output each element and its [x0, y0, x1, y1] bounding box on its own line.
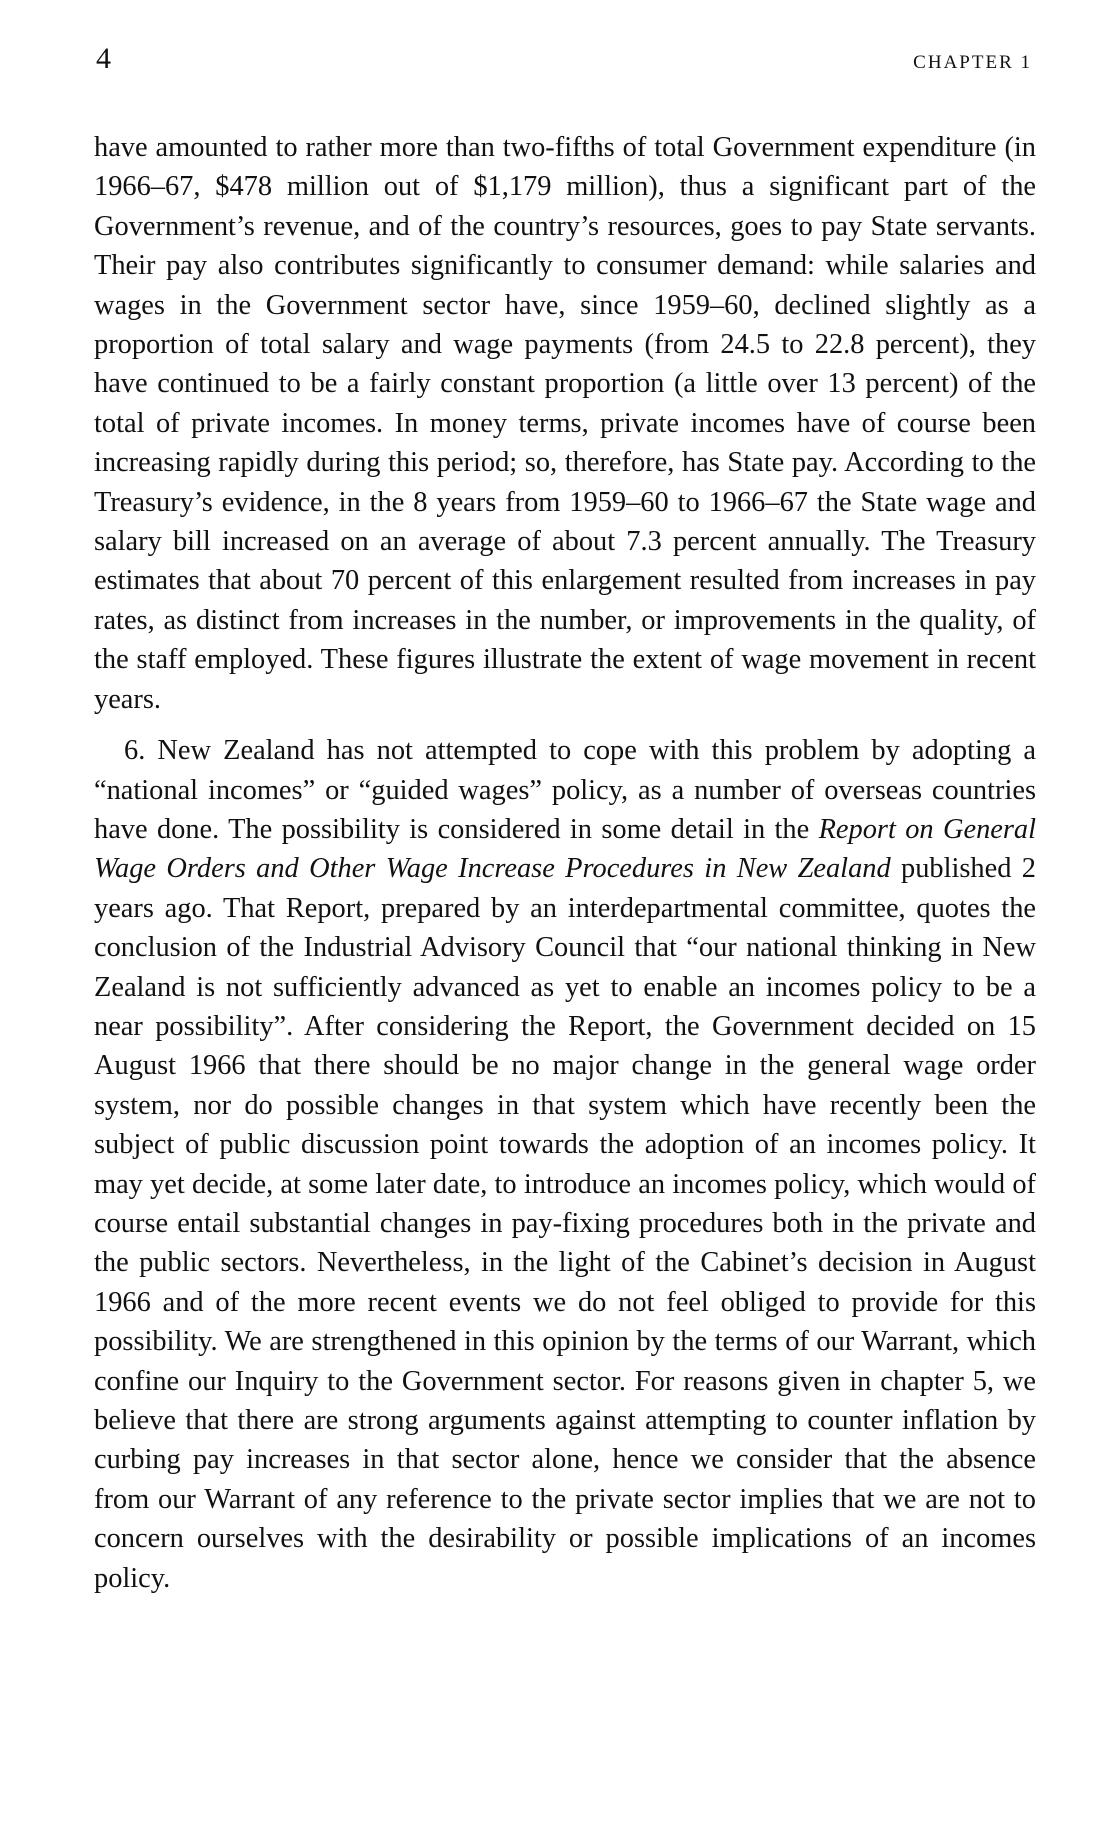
chapter-label: CHAPTER 1 [913, 52, 1032, 73]
page-number: 4 [96, 42, 111, 75]
document-page [94, 44, 1036, 1598]
running-header [94, 44, 1036, 84]
paragraph-6-text-before-title: 6. New Zealand has not attempted to cope with this problem by adopting a “national incomes” or “guided wages” policy, as a number of overseas countries have done. The possibility is considered in some detail in the [94, 735, 1036, 845]
report-title: Report on General Wage Orders and Other Wage Increase Procedures in New Zealand [94, 813, 1036, 885]
paragraph-6-text-after-title: published 2 years ago. That Report, prepared by an interdepartmental committee, quotes the conclusion of the Industrial Advisory Council that “our national thinking in New Zealand is not sufficiently advanced as yet to enable an incomes policy to be a near possibility”. After considering the Report, the Government decided on 15 August 1966 that there should be no major change in the general wage order system, nor do possible changes in that system which have recently been the subject of public discussion point towards the adoption of an incomes policy. It may yet decide, at some later date, to introduce an incomes policy, which would of course entail substantial changes in pay-fixing procedures both in the private and the public sectors. Nevertheless, in the light of the Cabinet’s decision in August 1966 and of the more recent events we do not feel obliged to provide for this possibility. We are strengthened in this opinion by the terms of our Warrant, which confine our Inquiry to the Government sector. For reasons given in chapter 5, we believe that there are strong arguments against attempting to counter inflation by curbing pay increases in that sector alone, hence we consider that the absence from our Warrant of any reference to the private sector implies that we are not to concern ourselves with the desirability or possible implications of an incomes policy. [94, 853, 1036, 1594]
paragraph-continued: have amounted to rather more than two-fifths of total Government expenditure (in 1966–67, $478 million out of $1,179 million), thus a significant part of the Government’s revenue, and of the country’s resources, goes to pay State servants. Their pay also contributes significantly to consumer demand: while salaries and wages in the Government sector have, since 1959–60, declined slightly as a proportion of total salary and wage payments (from 24.5 to 22.8 percent), they have continued to be a fairly constant proportion (a little over 13 percent) of the total of private incomes. In money terms, private incomes have of course been increasing rapidly during this period; so, therefore, has State pay. According to the Treasury’s evidence, in the 8 years from 1959–60 to 1966–67 the State wage and salary bill increased on an average of about 7.3 percent annually. The Treasury estimates that about 70 percent of this enlargement resulted from increases in pay rates, as distinct from increases in the number, or improvements in the quality, of the staff employed. These figures illustrate the extent of wage movement in recent years. [94, 132, 1036, 715]
body-text [94, 128, 1036, 1598]
paragraph-6 [94, 731, 1036, 1598]
